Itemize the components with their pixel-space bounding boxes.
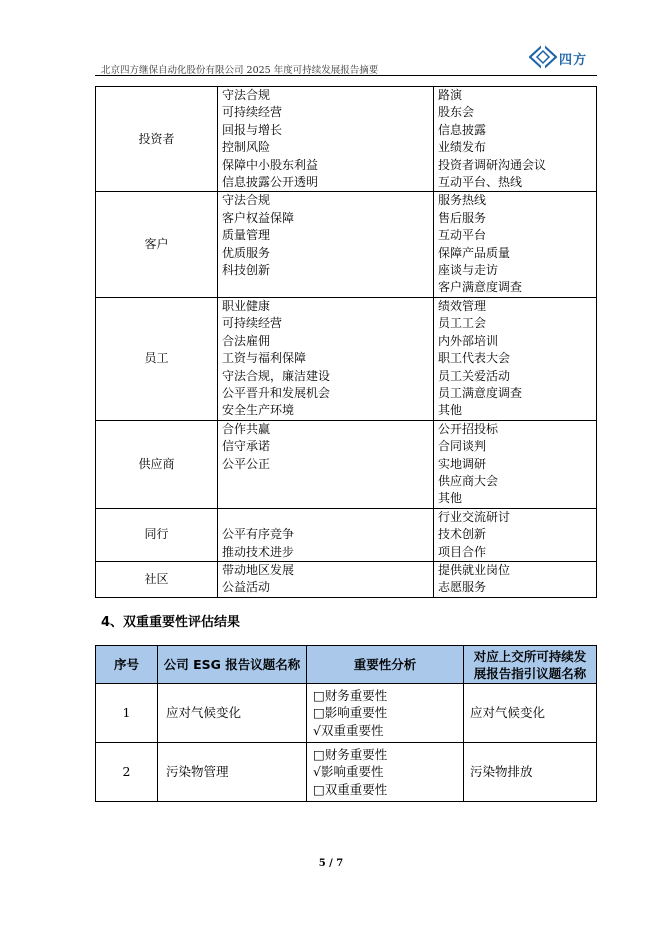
concern-item: 公益活动 <box>222 580 271 595</box>
channel-item: 志愿服务 <box>438 580 487 595</box>
concern-item: 科技创新 <box>222 263 271 278</box>
stakeholder-row <box>96 561 597 597</box>
channel-item: 客户满意度调查 <box>438 280 523 295</box>
materiality-option: √双重重要性 <box>313 722 384 738</box>
concern-item: 可持续经营 <box>222 105 283 120</box>
concern-item: 保障中小股东利益 <box>222 157 319 172</box>
concern-item: 可持续经营 <box>222 316 283 331</box>
channel-item: 绩效管理 <box>438 298 487 313</box>
channel-item: 保障产品质量 <box>438 245 511 260</box>
stakeholder-category: 同行 <box>96 508 218 561</box>
channel-item: 员工工会 <box>438 316 487 331</box>
materiality-option: □双重重要性 <box>313 781 388 797</box>
channel-item: 服务热线 <box>438 193 487 208</box>
channel-item: 其他 <box>438 491 463 506</box>
channel-item: 互动平台 <box>438 228 487 243</box>
channel-item: 公开招投标 <box>438 421 499 436</box>
concern-item: 优质服务 <box>222 245 271 260</box>
logo-text: 四方 <box>559 53 588 68</box>
channel-item: 供应商大会 <box>438 473 499 488</box>
header-divider <box>95 75 597 76</box>
concern-item: 信息披露公开透明 <box>222 175 319 190</box>
company-logo <box>529 44 591 70</box>
channel-item: 业绩发布 <box>438 140 487 155</box>
concern-item: 守法合规 <box>222 193 271 208</box>
stakeholder-row <box>96 87 597 192</box>
topic-name: 应对气候变化 <box>158 684 307 743</box>
header-mapping: 对应上交所可持续发展报告指引议题名称 <box>464 646 597 684</box>
stakeholder-channels <box>434 87 597 192</box>
page-number: 5 / 7 <box>318 858 344 869</box>
report-title: 北京四方继保自动化股份有限公司 2025 年度可持续发展报告摘要 <box>101 65 379 76</box>
channel-item: 售后服务 <box>438 210 487 225</box>
concern-item: 控制风险 <box>222 140 271 155</box>
page-header <box>95 44 597 76</box>
stakeholder-category: 供应商 <box>96 420 218 508</box>
channel-item: 互动平台、热线 <box>438 175 523 190</box>
concern-item: 带动地区发展 <box>222 562 295 577</box>
materiality-analysis <box>307 684 464 743</box>
channel-item: 内外部培训 <box>438 333 499 348</box>
channel-item: 合同谈判 <box>438 439 487 454</box>
stakeholder-channels <box>434 420 597 508</box>
concern-item: 客户权益保障 <box>222 210 295 225</box>
channel-item: 职工代表大会 <box>438 351 511 366</box>
header-topic: 公司 ESG 报告议题名称 <box>158 646 307 684</box>
concern-item: 合作共赢 <box>222 421 271 436</box>
stakeholder-category: 员工 <box>96 297 218 420</box>
materiality-option: √影响重要性 <box>313 764 384 780</box>
stakeholder-category: 社区 <box>96 561 218 597</box>
channel-item: 实地调研 <box>438 456 487 471</box>
channel-item: 信息披露 <box>438 122 487 137</box>
concern-item: 守法合规，廉洁建设 <box>222 368 331 383</box>
channel-item: 员工关爱活动 <box>438 368 511 383</box>
stakeholder-table <box>95 86 597 598</box>
header-analysis: 重要性分析 <box>307 646 464 684</box>
sse-topic-name: 污染物排放 <box>464 743 597 802</box>
stakeholder-category: 投资者 <box>96 87 218 192</box>
stakeholder-concerns <box>218 192 434 297</box>
stakeholder-concerns <box>218 561 434 597</box>
stakeholder-category: 客户 <box>96 192 218 297</box>
concern-item: 信守承诺 <box>222 439 271 454</box>
channel-item: 其他 <box>438 403 463 418</box>
concern-item: 安全生产环境 <box>222 403 295 418</box>
concern-item: 公平公正 <box>222 456 271 471</box>
channel-item: 技术创新 <box>438 527 487 542</box>
section-heading: 4、双重重要性评估结果 <box>101 615 241 630</box>
materiality-analysis <box>307 743 464 802</box>
materiality-option: □影响重要性 <box>313 705 388 721</box>
concern-item: 公平有序竞争 <box>222 527 295 542</box>
concern-item: 职业健康 <box>222 298 271 313</box>
channel-item: 行业交流研讨 <box>438 509 511 524</box>
stakeholder-row <box>96 420 597 508</box>
row-number: 2 <box>96 743 158 802</box>
logo-diamond-icon <box>529 44 557 70</box>
concern-item: 公平晋升和发展机会 <box>222 385 331 400</box>
materiality-row <box>96 684 597 743</box>
channel-item: 投资者调研沟通会议 <box>438 157 547 172</box>
concern-item <box>222 509 433 526</box>
concern-item: 回报与增长 <box>222 122 283 137</box>
channel-item: 路演 <box>438 88 463 102</box>
channel-item: 座谈与走访 <box>438 263 499 278</box>
channel-item: 提供就业岗位 <box>438 562 511 577</box>
channel-item: 员工满意度调查 <box>438 385 523 400</box>
stakeholder-channels <box>434 297 597 420</box>
concern-item: 质量管理 <box>222 228 271 243</box>
stakeholder-row <box>96 192 597 297</box>
topic-name: 污染物管理 <box>158 743 307 802</box>
stakeholder-channels <box>434 192 597 297</box>
stakeholder-concerns <box>218 420 434 508</box>
channel-item: 股东会 <box>438 105 475 120</box>
materiality-row <box>96 743 597 802</box>
materiality-table <box>95 645 597 802</box>
concern-item: 守法合规 <box>222 88 271 102</box>
concern-item: 工资与福利保障 <box>222 351 307 366</box>
stakeholder-row <box>96 297 597 420</box>
stakeholder-channels <box>434 561 597 597</box>
stakeholder-concerns <box>218 87 434 192</box>
sse-topic-name: 应对气候变化 <box>464 684 597 743</box>
channel-item: 项目合作 <box>438 544 487 559</box>
header-no: 序号 <box>96 646 158 684</box>
stakeholder-row <box>96 508 597 561</box>
row-number: 1 <box>96 684 158 743</box>
materiality-option: □财务重要性 <box>313 746 388 762</box>
stakeholder-channels <box>434 508 597 561</box>
stakeholder-concerns <box>218 508 434 561</box>
stakeholder-concerns <box>218 297 434 420</box>
concern-item: 合法雇佣 <box>222 333 271 348</box>
concern-item: 推动技术进步 <box>222 544 295 559</box>
materiality-option: □财务重要性 <box>313 687 388 703</box>
materiality-header-row <box>96 646 597 684</box>
